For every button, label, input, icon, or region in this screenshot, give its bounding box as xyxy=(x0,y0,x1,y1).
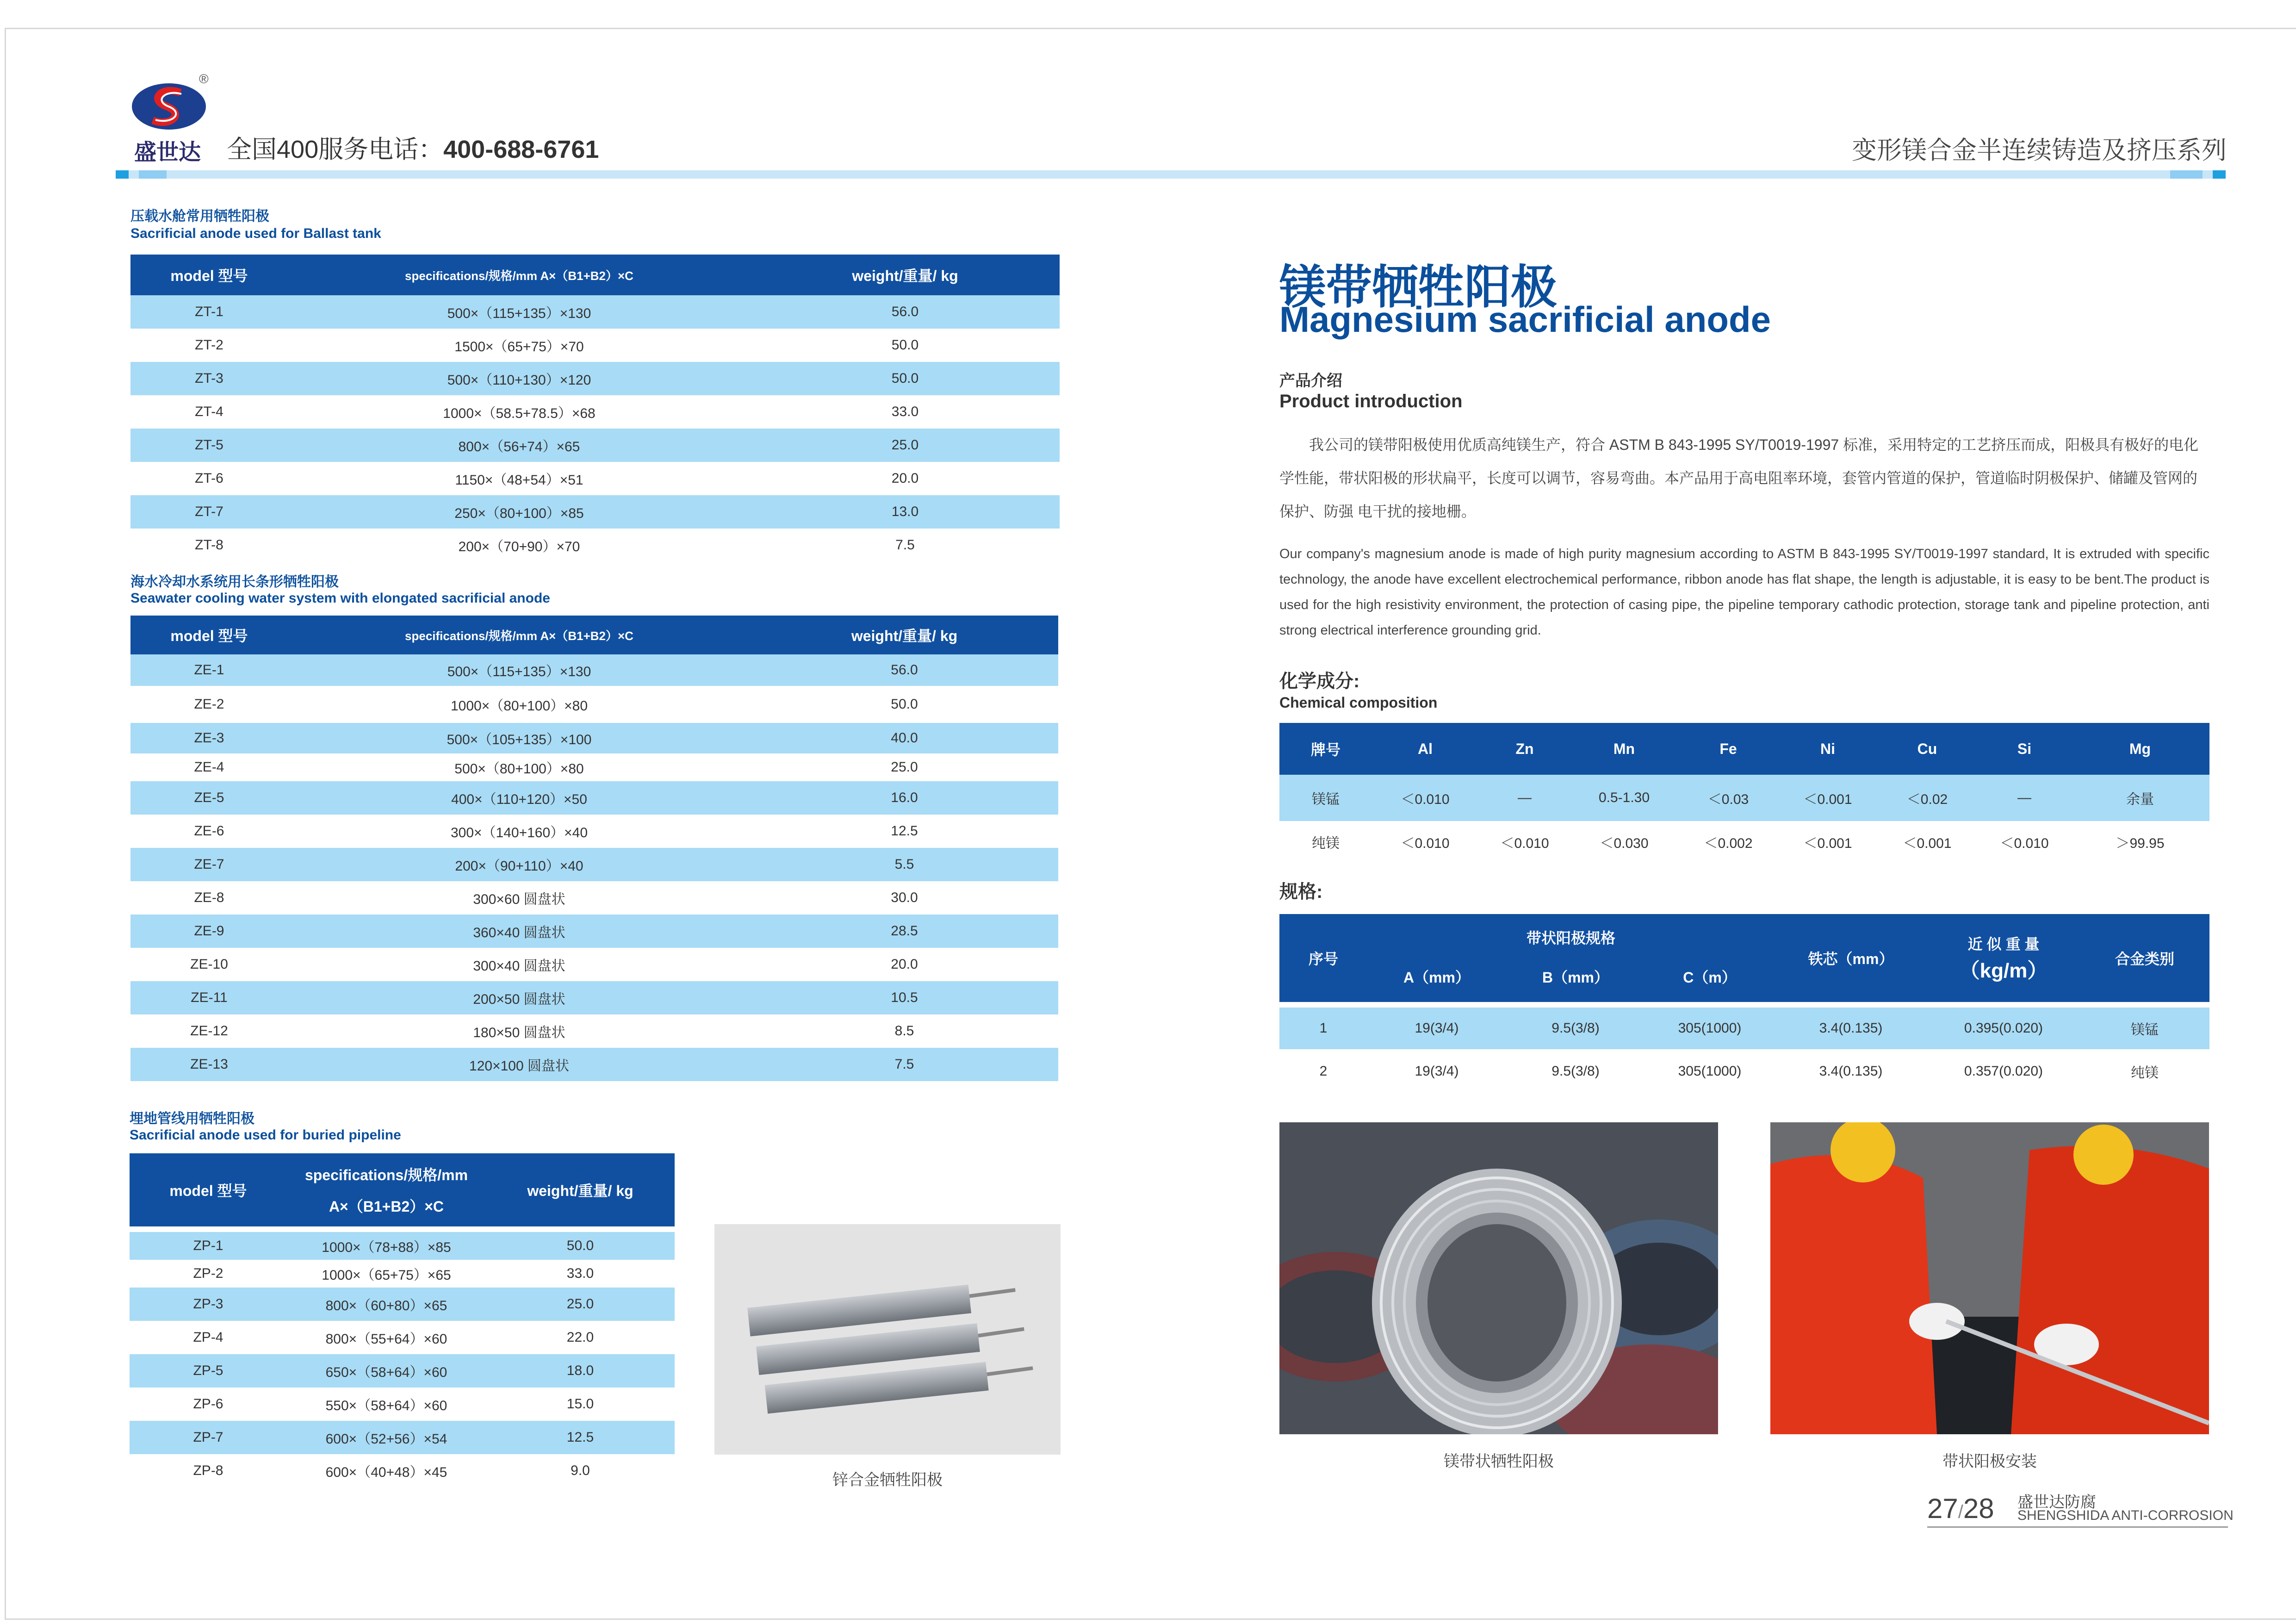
table-row: ZE-11 200×50 圆盘状 10.5 xyxy=(130,981,1058,1014)
series-title: 变形镁合金半连续铸造及挤压系列 xyxy=(1852,137,2227,164)
page-frame-left xyxy=(5,28,6,1620)
table-row: ZT-3 500×（110+130）×120 50.0 xyxy=(130,362,1060,395)
chem-title-en: Chemical composition xyxy=(1279,694,1438,711)
header-weight: 近 似 重 量 （kg/m） xyxy=(1927,914,2080,1002)
header-b: B（mm） xyxy=(1506,951,1645,1002)
pipeline-title-cn: 埋地管线用牺牲阳极 xyxy=(130,1111,254,1126)
footer-brand-en: SHENGSHIDA ANTI-CORROSION xyxy=(2017,1508,2234,1523)
coil-illustration xyxy=(1279,1122,1718,1434)
intro-title-en: Product introduction xyxy=(1279,391,1463,411)
page-number-slash: / xyxy=(1958,1502,1963,1522)
footer-rule xyxy=(1927,1526,2228,1528)
table-row: ZE-3 500×（105+135）×100 40.0 xyxy=(130,723,1058,753)
logo-text: 盛世达 xyxy=(134,140,201,165)
spec-title-cn: 规格: xyxy=(1279,882,1323,902)
table-row: ZT-4 1000×（58.5+78.5）×68 33.0 xyxy=(195,404,919,421)
table-row: ZT-1 500×（115+135）×130 56.0 xyxy=(130,295,1060,329)
header-c: C（m） xyxy=(1645,951,1775,1002)
installation-illustration xyxy=(1770,1122,2209,1434)
table-row: ZP-5 650×（58+64）×60 18.0 xyxy=(130,1354,675,1388)
table-row: 镁锰 ＜0.010 — 0.5-1.30 ＜0.03 ＜0.001 ＜0.02 — 余量 xyxy=(1279,775,2209,821)
table-row: ZE-9 360×40 圆盘状 28.5 xyxy=(130,915,1058,948)
ballast-title-cn: 压载水舱常用牺牲阳极 xyxy=(130,209,269,224)
table-row: ZE-13 120×100 圆盘状 7.5 xyxy=(130,1048,1058,1081)
table-row: ZP-2 1000×（65+75）×65 33.0 xyxy=(193,1266,594,1283)
header-model: model 型号 xyxy=(130,255,288,295)
pipeline-title-en: Sacrificial anode used for buried pipeline xyxy=(130,1127,401,1143)
hotline-number: 400-688-6761 xyxy=(443,136,599,163)
table-row: ZT-7 250×（80+100）×85 13.0 xyxy=(130,495,1060,529)
table-row: 2 19(3/4) 9.5(3/8) 305(1000) 3.4(0.135) 0.357(0.020) 纯镁 xyxy=(1319,1064,2159,1081)
header-spec-line1: specifications/规格/mm xyxy=(304,1167,468,1183)
coil-caption: 镁带状牺牲阳极 xyxy=(1444,1453,1554,1470)
table-row: 纯镁 ＜0.010 ＜0.010 ＜0.030 ＜0.002 ＜0.001 ＜0.001 ＜0.010 ＞99.95 xyxy=(1312,836,2165,851)
header-weight: weight/重量/ kg xyxy=(751,616,1058,654)
seawater-title-cn: 海水冷却水系统用长条形牺牲阳极 xyxy=(130,574,339,590)
header-a: A（mm） xyxy=(1367,951,1506,1002)
table-header-row xyxy=(130,616,1058,654)
table-row: ZE-1 500×（115+135）×130 56.0 xyxy=(130,654,1058,686)
header-model: model 型号 xyxy=(130,616,288,654)
table-row: ZP-7 600×（52+56）×54 12.5 xyxy=(130,1421,675,1454)
registered-mark: ® xyxy=(199,72,209,86)
company-logo xyxy=(130,81,208,132)
page-number-left: 27 xyxy=(1927,1493,1958,1524)
zinc-anode-caption: 锌合金牺牲阳极 xyxy=(832,1471,943,1489)
pipeline-table xyxy=(130,1153,675,1487)
table-row: ZT-2 1500×（65+75）×70 50.0 xyxy=(195,337,919,355)
seawater-table xyxy=(130,616,1058,1081)
ballast-title-en: Sacrificial anode used for Ballast tank xyxy=(130,226,381,241)
ballast-table xyxy=(130,255,1060,562)
header-rule-cap-left xyxy=(116,170,129,179)
header-rule-accent-right xyxy=(2170,170,2203,179)
header-weight: weight/重量/ kg xyxy=(486,1153,675,1226)
table-gap-row xyxy=(130,1226,675,1232)
table-gap-row xyxy=(1279,1002,2209,1008)
header-rule xyxy=(116,170,2226,179)
page-frame-bottom xyxy=(5,1618,2296,1620)
table-row: ZP-4 800×（55+64）×60 22.0 xyxy=(193,1330,594,1347)
table-row: ZE-4 500×（80+100）×80 25.0 xyxy=(194,759,918,777)
header-model: model 型号 xyxy=(130,1153,287,1226)
table-row: ZE-8 300×60 圆盘状 30.0 xyxy=(194,890,918,907)
table-row: ZT-6 1150×（48+54）×51 20.0 xyxy=(195,471,919,488)
footer-brand-cn: 盛世达防腐 xyxy=(2017,1493,2096,1511)
product-title-en: Magnesium sacrificial anode xyxy=(1279,299,1771,340)
header-rule-accent-left xyxy=(139,170,167,179)
installation-caption: 带状阳极安装 xyxy=(1942,1453,2037,1470)
page-numbers xyxy=(1927,1493,1994,1524)
table-row: ZP-8 600×（40+48）×45 9.0 xyxy=(193,1463,590,1480)
header-group: 带状阳极规格 xyxy=(1367,914,1775,951)
table-row: ZE-6 300×（140+160）×40 12.5 xyxy=(194,823,918,840)
table-row: ZP-3 800×（60+80）×65 25.0 xyxy=(130,1288,675,1321)
header-spec xyxy=(287,1153,486,1226)
header-index: 序号 xyxy=(1279,914,1367,1002)
description-cn: 我公司的镁带阳极使用优质高纯镁生产，符合 ASTM B 843-1995 SY/T0019-1997 标准，采用特定的工艺挤压而成，阳极具有极好的电化学性能，带状阳极的形状扁平，长度可以调节，容易弯曲。本产品用于高电阻率环境，套管内管道的保护，管道临时阴极保护、储罐及管网的保护、防强 电干扰的接地栅。 xyxy=(1279,436,2199,520)
table-header-row xyxy=(1279,914,2209,951)
table-row: 1 19(3/4) 9.5(3/8) 305(1000) 3.4(0.135) 0.395(0.020) 镁锰 xyxy=(1279,1008,2209,1049)
intro-title-cn: 产品介绍 xyxy=(1279,372,1342,390)
spec-table xyxy=(1279,914,2209,1094)
header-spec-line2: A×（B1+B2）×C xyxy=(329,1198,444,1215)
table-row: ZE-2 1000×（80+100）×80 50.0 xyxy=(194,697,918,714)
hotline xyxy=(227,130,599,165)
hotline-label: 全国400服务电话： xyxy=(227,136,444,163)
table-header-row xyxy=(130,1153,675,1226)
chem-table xyxy=(1279,723,2209,863)
table-row: ZP-6 550×（58+64）×60 15.0 xyxy=(193,1396,594,1413)
table-row: ZE-5 400×（110+120）×50 16.0 xyxy=(130,781,1058,815)
header-weight: weight/重量/ kg xyxy=(751,255,1060,295)
header-alloy: 合金类别 xyxy=(2080,914,2209,1002)
header-spec: specifications/规格/mm A×（B1+B2）×C xyxy=(288,616,751,654)
table-header-row xyxy=(130,255,1060,295)
seawater-title-en: Seawater cooling water system with elongated sacrificial anode xyxy=(130,591,550,606)
product-title-cn: 镁带牺牲阳极 xyxy=(1279,261,1557,313)
table-row: ZT-8 200×（70+90）×70 7.5 xyxy=(195,537,915,554)
anode-installation-photo xyxy=(1770,1122,2209,1434)
zinc-anode-photo xyxy=(714,1224,1061,1455)
page-number-right: 28 xyxy=(1963,1493,1994,1524)
table-header-row: 牌号 Al Zn Mn Fe Ni Cu Si Mg xyxy=(1279,723,2209,775)
header-spec: specifications/规格/mm A×（B1+B2）×C xyxy=(288,255,751,295)
table-row: ZE-10 300×40 圆盘状 20.0 xyxy=(190,957,918,974)
magnesium-ribbon-coil-photo xyxy=(1279,1122,1718,1434)
page-frame-top xyxy=(5,28,2296,29)
chem-title-cn: 化学成分: xyxy=(1279,671,1360,691)
table-row: ZE-12 180×50 圆盘状 8.5 xyxy=(190,1023,914,1040)
table-row: ZE-7 200×（90+110）×40 5.5 xyxy=(130,848,1058,881)
table-row: ZP-1 1000×（78+88）×85 50.0 xyxy=(130,1232,675,1260)
header-core: 铁芯（mm） xyxy=(1775,914,1927,1002)
header-rule-cap-right xyxy=(2213,170,2226,179)
description-en: Our company's magnesium anode is made of high purity magnesium according to ASTM B 843-1995 SY/T0019-1997 standard, It is extruded with specific technology, the anode have excellent electrochemical performance, ribbon anode has flat shape, the length is adjustable, it is easy to be bent.The product is used for the high resistivity environment, the protection of casing pipe, the pipeline temporary cathodic protection, storage tank and pipeline protection, anti strong electrical interference grounding grid. xyxy=(1279,547,2209,638)
zinc-anode-illustration xyxy=(714,1224,1061,1455)
table-row: ZT-5 800×（56+74）×65 25.0 xyxy=(130,429,1060,462)
